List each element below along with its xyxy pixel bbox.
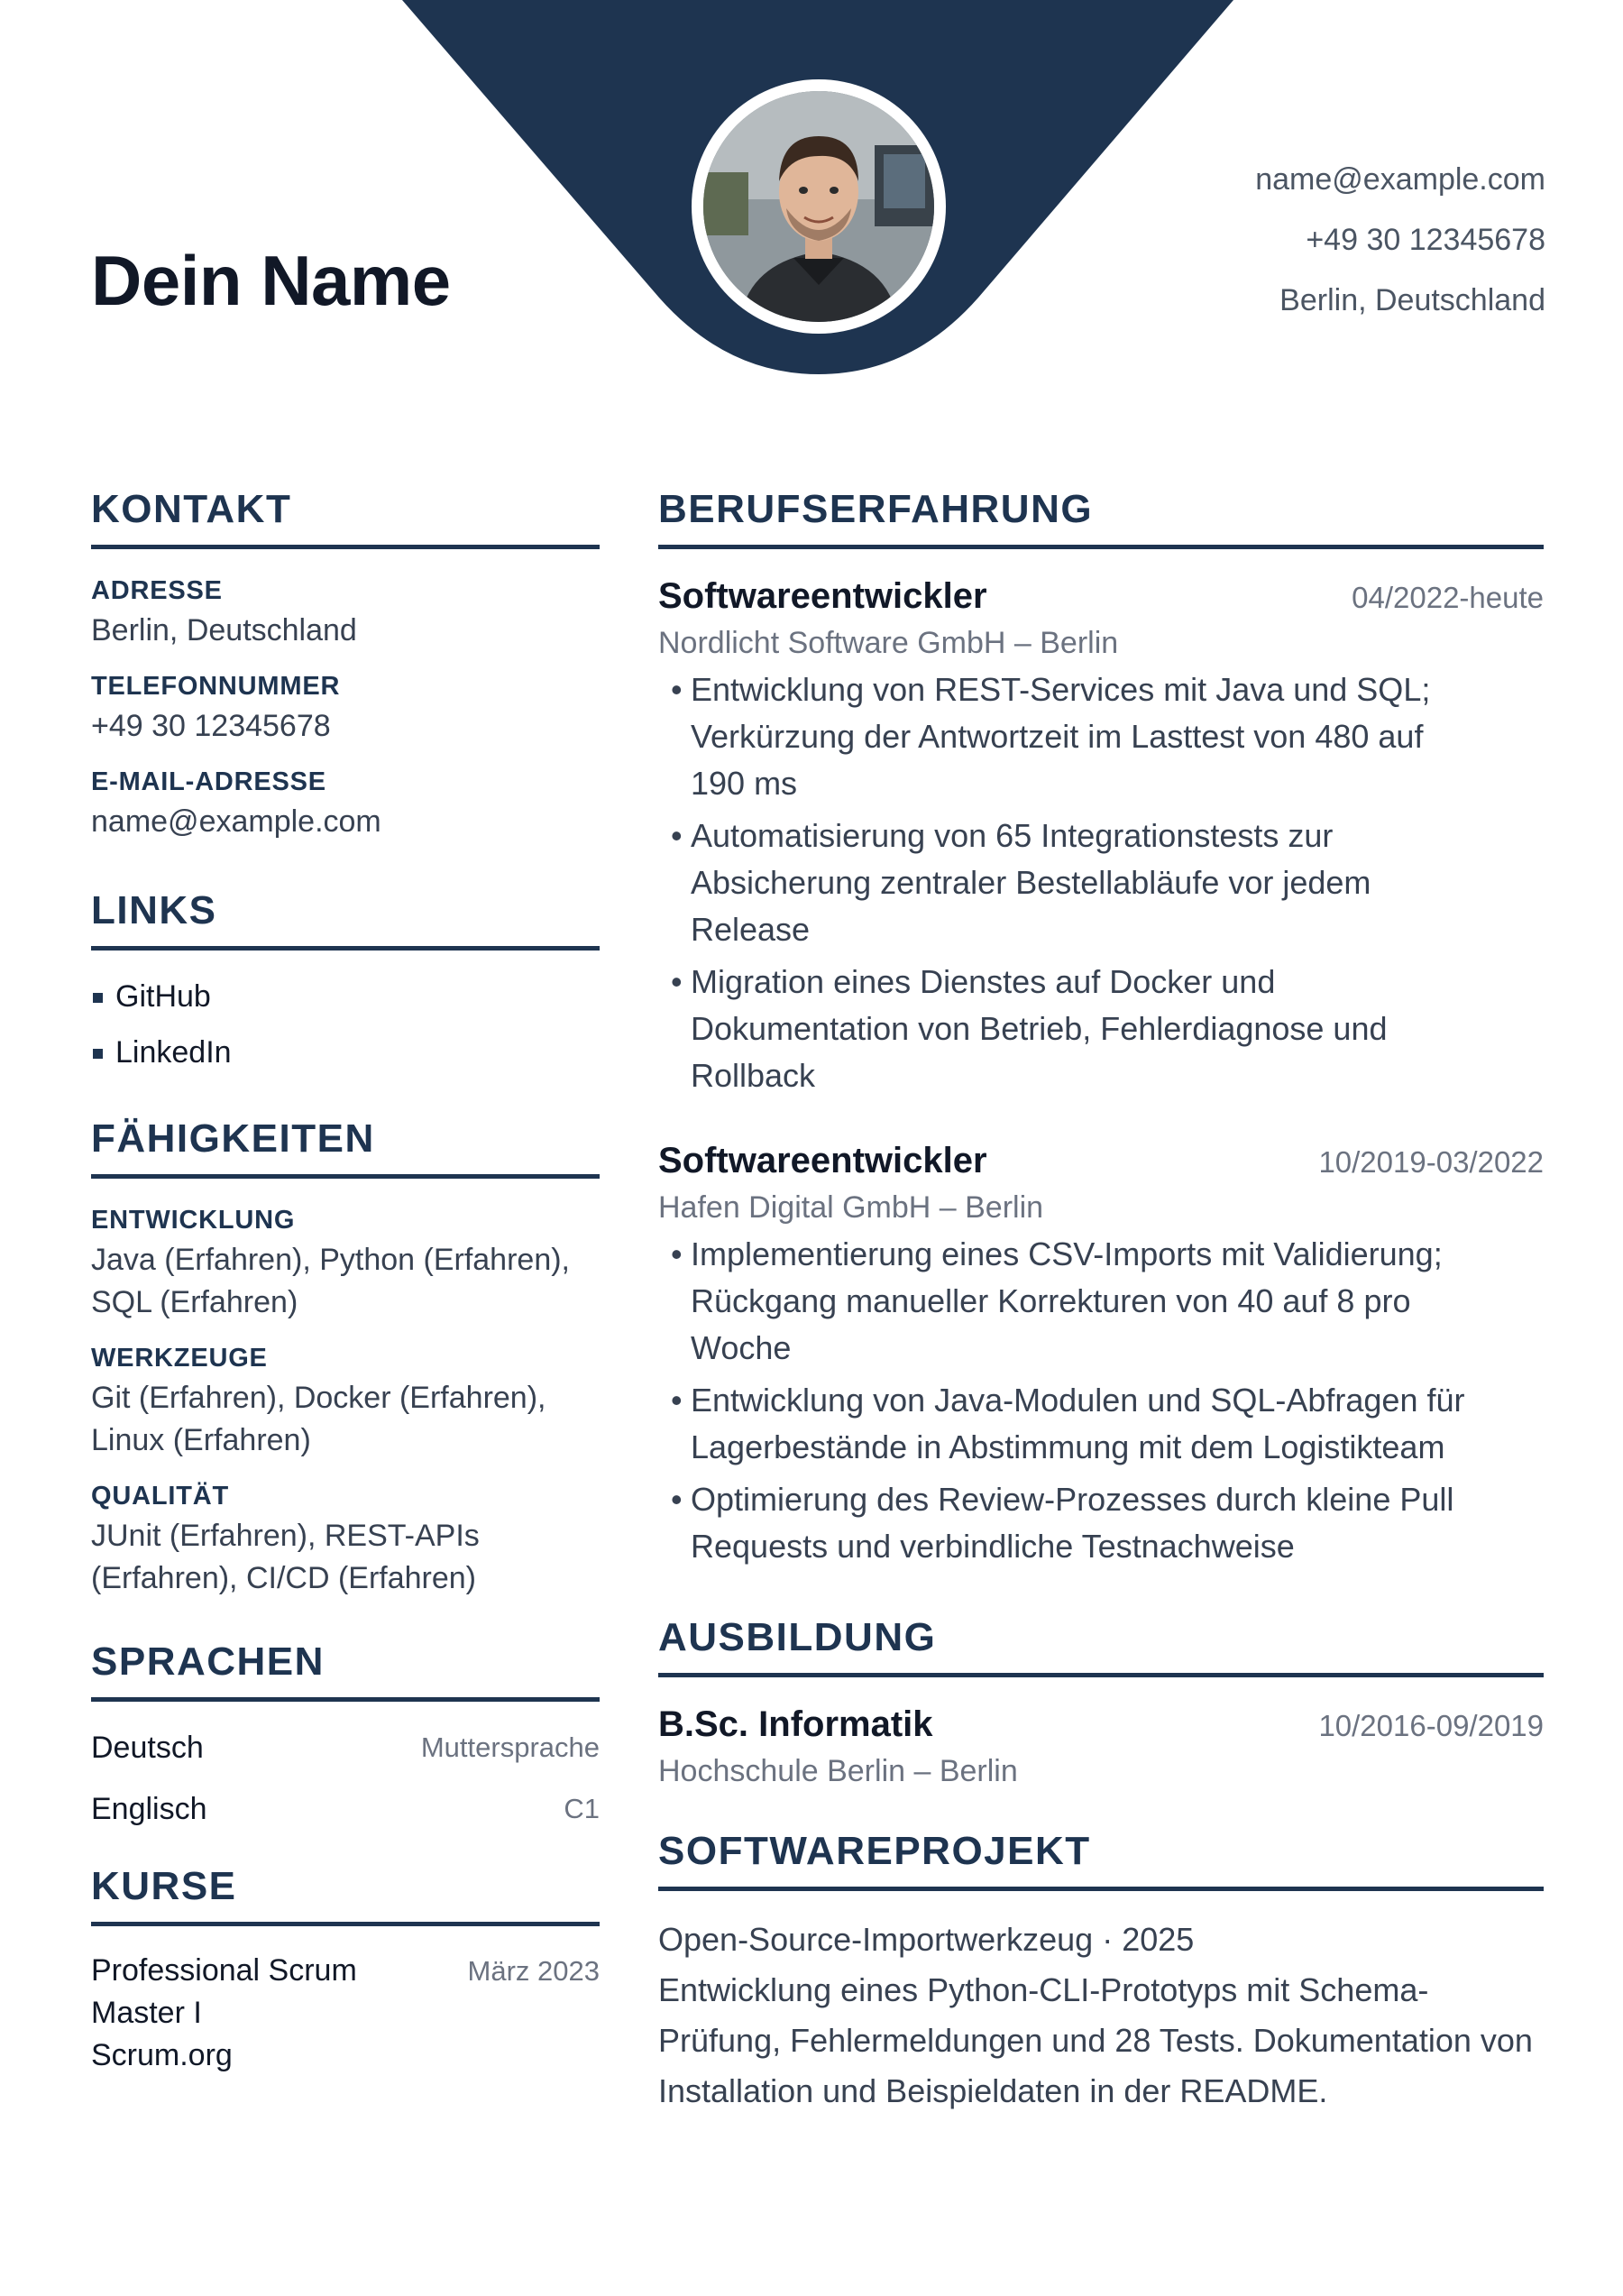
- project-description: Entwicklung eines Python-CLI-Prototyps mit Schema-Prüfung, Fehlermeldungen und 28 Tests. Dokumentation von Installation und Beispieldaten in der README.: [658, 1971, 1533, 2109]
- skill-group: [91, 1344, 600, 1462]
- left-column: [91, 487, 600, 2077]
- contact-label: TELEFONNUMMER: [91, 672, 341, 701]
- language-row: [91, 1786, 600, 1832]
- section-title-experience: BERUFSERFAHRUNG: [658, 487, 1544, 549]
- language-name: Englisch: [91, 1792, 207, 1826]
- section-title-skills: FÄHIGKEITEN: [91, 1116, 600, 1179]
- project-content: [658, 1915, 1544, 2117]
- links-list: [91, 969, 600, 1080]
- job-title: Softwareentwickler: [658, 1141, 987, 1180]
- course-name: Professional Scrum Master I: [91, 1953, 357, 2030]
- job-bullet: • Automatisierung von 65 Integrationstests zur Absicherung zentraler Bestellabläufe vor jedem Release: [658, 813, 1484, 953]
- skill-group-label: ENTWICKLUNG: [91, 1206, 296, 1235]
- job-date: 10/2019-03/2022: [1318, 1145, 1544, 1179]
- contact-value: Berlin, Deutschland: [91, 613, 357, 647]
- job-date: 04/2022-heute: [1352, 581, 1544, 614]
- header-phone[interactable]: +49 30 12345678: [1306, 223, 1545, 257]
- course-provider: Scrum.org: [91, 2038, 233, 2072]
- language-row: [91, 1725, 600, 1770]
- course-info: [91, 1950, 389, 2077]
- person-name: Dein Name: [91, 241, 451, 320]
- contact-value[interactable]: name@example.com: [91, 804, 381, 839]
- education-degree: B.Sc. Informatik: [658, 1704, 933, 1744]
- header-contact: [1255, 150, 1545, 331]
- section-title-education: AUSBILDUNG: [658, 1615, 1544, 1677]
- job-company: Hafen Digital GmbH – Berlin: [658, 1190, 1044, 1225]
- profile-photo: [692, 79, 946, 334]
- job-title: Softwareentwickler: [658, 576, 987, 616]
- course-date: März 2023: [467, 1955, 600, 1987]
- job-company: Nordlicht Software GmbH – Berlin: [658, 626, 1119, 660]
- section-title-contact: KONTAKT: [91, 487, 600, 549]
- skill-group: [91, 1482, 600, 1600]
- section-title-project: SOFTWAREPROJEKT: [658, 1829, 1544, 1891]
- header-location: Berlin, Deutschland: [1279, 283, 1545, 317]
- contact-phone: [91, 672, 600, 748]
- skill-group-label: QUALITÄT: [91, 1482, 229, 1511]
- contact-address: [91, 576, 600, 652]
- education-header: [658, 1704, 1544, 1745]
- job-entry: [658, 576, 1544, 1099]
- link-github[interactable]: GitHub: [91, 969, 600, 1024]
- job-bullet: • Optimierung des Review-Prozesses durch kleine Pull Requests und verbindliche Testnachweise: [658, 1476, 1484, 1570]
- language-level: Muttersprache: [420, 1731, 600, 1763]
- project-heading: Open-Source-Importwerkzeug · 2025: [658, 1921, 1195, 1958]
- job-bullets: [658, 1231, 1544, 1570]
- job-bullet: • Implementierung eines CSV-Imports mit Validierung; Rückgang manueller Korrekturen von 40 auf 8 pro Woche: [658, 1231, 1484, 1372]
- skill-group: [91, 1206, 600, 1324]
- section-title-courses: KURSE: [91, 1864, 600, 1926]
- skill-group-label: WERKZEUGE: [91, 1344, 268, 1373]
- skill-group-value: JUnit (Erfahren), REST-APIs (Erfahren), CI/CD (Erfahren): [91, 1519, 480, 1595]
- job-header: [658, 576, 1544, 617]
- skill-group-value: Git (Erfahren), Docker (Erfahren), Linux (Erfahren): [91, 1381, 546, 1457]
- job-bullet: • Migration eines Dienstes auf Docker und Dokumentation von Betrieb, Fehlerdiagnose und Rollback: [658, 959, 1484, 1099]
- contact-value[interactable]: +49 30 12345678: [91, 709, 331, 743]
- job-bullet: • Entwicklung von Java-Modulen und SQL-Abfragen für Lagerbestände in Abstimmung mit dem Logistikteam: [658, 1377, 1484, 1471]
- education-school: Hochschule Berlin – Berlin: [658, 1754, 1018, 1788]
- job-bullets: [658, 666, 1544, 1099]
- course-item: [91, 1950, 600, 2077]
- contact-label: E-MAIL-ADRESSE: [91, 767, 326, 796]
- job-bullet: • Entwicklung von REST-Services mit Java und SQL; Verkürzung der Antwortzeit im Lasttest von 480 auf 190 ms: [658, 666, 1484, 807]
- section-title-languages: SPRACHEN: [91, 1639, 600, 1702]
- link-linkedin[interactable]: LinkedIn: [91, 1024, 600, 1080]
- contact-label: ADRESSE: [91, 576, 223, 605]
- job-header: [658, 1141, 1544, 1181]
- language-level: C1: [564, 1793, 600, 1824]
- contact-email: [91, 767, 600, 843]
- job-entry: [658, 1141, 1544, 1570]
- education-entry: [658, 1704, 1544, 1789]
- section-title-links: LINKS: [91, 888, 600, 951]
- education-date: 10/2016-09/2019: [1318, 1709, 1544, 1742]
- skill-group-value: Java (Erfahren), Python (Erfahren), SQL (Erfahren): [91, 1243, 571, 1319]
- right-column: [658, 487, 1544, 2117]
- header-email[interactable]: name@example.com: [1255, 162, 1545, 197]
- profile-photo-image: [703, 91, 934, 322]
- language-name: Deutsch: [91, 1731, 204, 1765]
